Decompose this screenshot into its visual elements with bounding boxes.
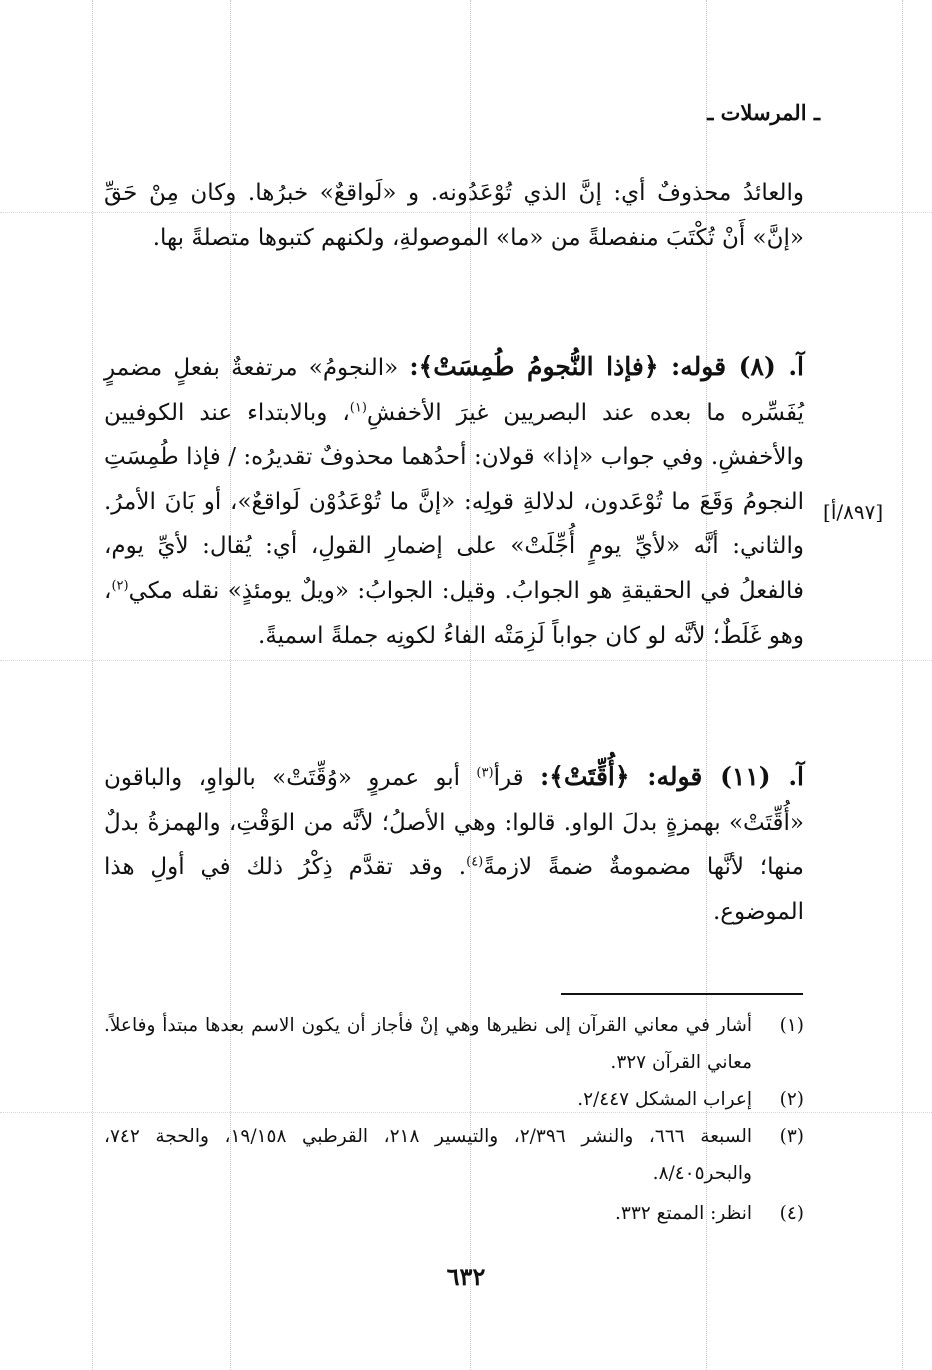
footnote-text: انظر: الممتع ٣٣٢. [615,1203,752,1224]
paragraph-text: ، وهو غَلَطٌ؛ لأنَّه لو كان جواباً لَزِمَتْه الفاءُ لكونِه جملةً اسميةً. [104,577,804,649]
footnote-2 [104,1081,804,1118]
footnote-separator [561,993,803,995]
paragraph-3 [104,755,804,934]
footnote-3 [104,1118,804,1192]
scan-guide-line [92,0,93,1370]
verse-heading: آ. (٨) قوله: ﴿فإذا النُّجومُ طُمِسَتْ﴾: [409,352,804,381]
footnote-text: إعراب المشكل ٢/٤٤٧. [577,1089,752,1110]
footnote-text: أشار في معاني القرآن إلى نظيرها وهي إنْ فأجاز أن يكون الاسم بعدها مبتدأ وفاعلاً. معاني القرآن ٣٢٧. [104,1015,752,1073]
footnote-1 [104,1007,804,1081]
footnote-ref: (٢) [111,578,129,594]
footnote-number: (٤) [779,1203,804,1224]
scan-guide-line [902,0,903,1370]
scan-guide-line [0,660,932,661]
footnote-ref: (١) [349,399,367,415]
paragraph-text: قرأ [493,765,540,791]
footnote-4 [104,1195,804,1232]
paragraph-text: أبو عمروٍ «وُقِّتَتْ» بالواوِ، والباقون «أُقِّتَتْ» بهمزةٍ بدلَ الواو. قالوا: وهي الأصلُ؛ لأنَّه من الوَقْتِ، والهمزةُ بدلٌ منها؛ لأنَّها مضمومةٌ ضمةً لازمةً [104,765,804,881]
footnote-number: (٣) [779,1126,804,1147]
footnote-ref: (٣) [476,765,494,781]
footnote-number: (١) [779,1015,804,1036]
paragraph-2 [104,345,804,658]
verse-heading: آ. (١١) قوله: ﴿أُقِّتَتْ﴾: [539,762,804,791]
page-number: ٦٣٢ [446,1262,486,1291]
paragraph-text: . وقد تقدَّم ذِكْرُ ذلك في أولِ هذا الموضوع. [104,854,804,925]
manuscript-folio-ref: [٨٩٧/أ] [823,500,884,524]
footnote-ref: (٤) [466,854,484,870]
footnote-text: السبعة ٦٦٦، والنشر ٢/٣٩٦، والتيسير ٢١٨، القرطبي ١٩/١٥٨، والحجة ٧٤٢، والبحر٨/٤٠٥. [104,1126,752,1184]
running-header: ـ المرسلات ـ [707,100,820,125]
paragraph-1: والعائدُ محذوفٌ أي: إنَّ الذي تُوْعَدُونه. و «لَواقعٌ» خبرُها. وكان مِنْ حَقِّ «إنَّ» أَنْ تُكْتَبَ منفصلةً من «ما» الموصولةِ، ولكنهم كتبوها متصلةً بها. [104,180,804,251]
paragraph-text: ، وبالابتداء عند الكوفيين والأخفشِ. وفي جواب «إذا» قولان: أحدُهما محذوفٌ تقديرُه: / فإذا طُمِسَتِ النجومُ وَقَعَ ما تُوْعَدون، لدلالةِ قولِه: «إنَّ ما تُوْعَدُوْن لَواقعٌ»، أو بَانَ الأمرُ. والثاني: أنَّه «لأيِّ يومٍ أُجِّلَتْ» على إضمارِ القولِ، أي: يُقال: لأيِّ يوم، فالفعلُ في الحقيقةِ هو الجوابُ. وقيل: الجوابُ: «ويلٌ يومئذٍ» نقله مكي [104,399,804,604]
paragraph-text: «النجومُ» مرتفعةٌ بفعلٍ مضمرٍ يُفَسِّره ما بعده عند البصريين غيرَ الأخفشِ [104,355,805,426]
footnote-number: (٢) [779,1089,804,1110]
